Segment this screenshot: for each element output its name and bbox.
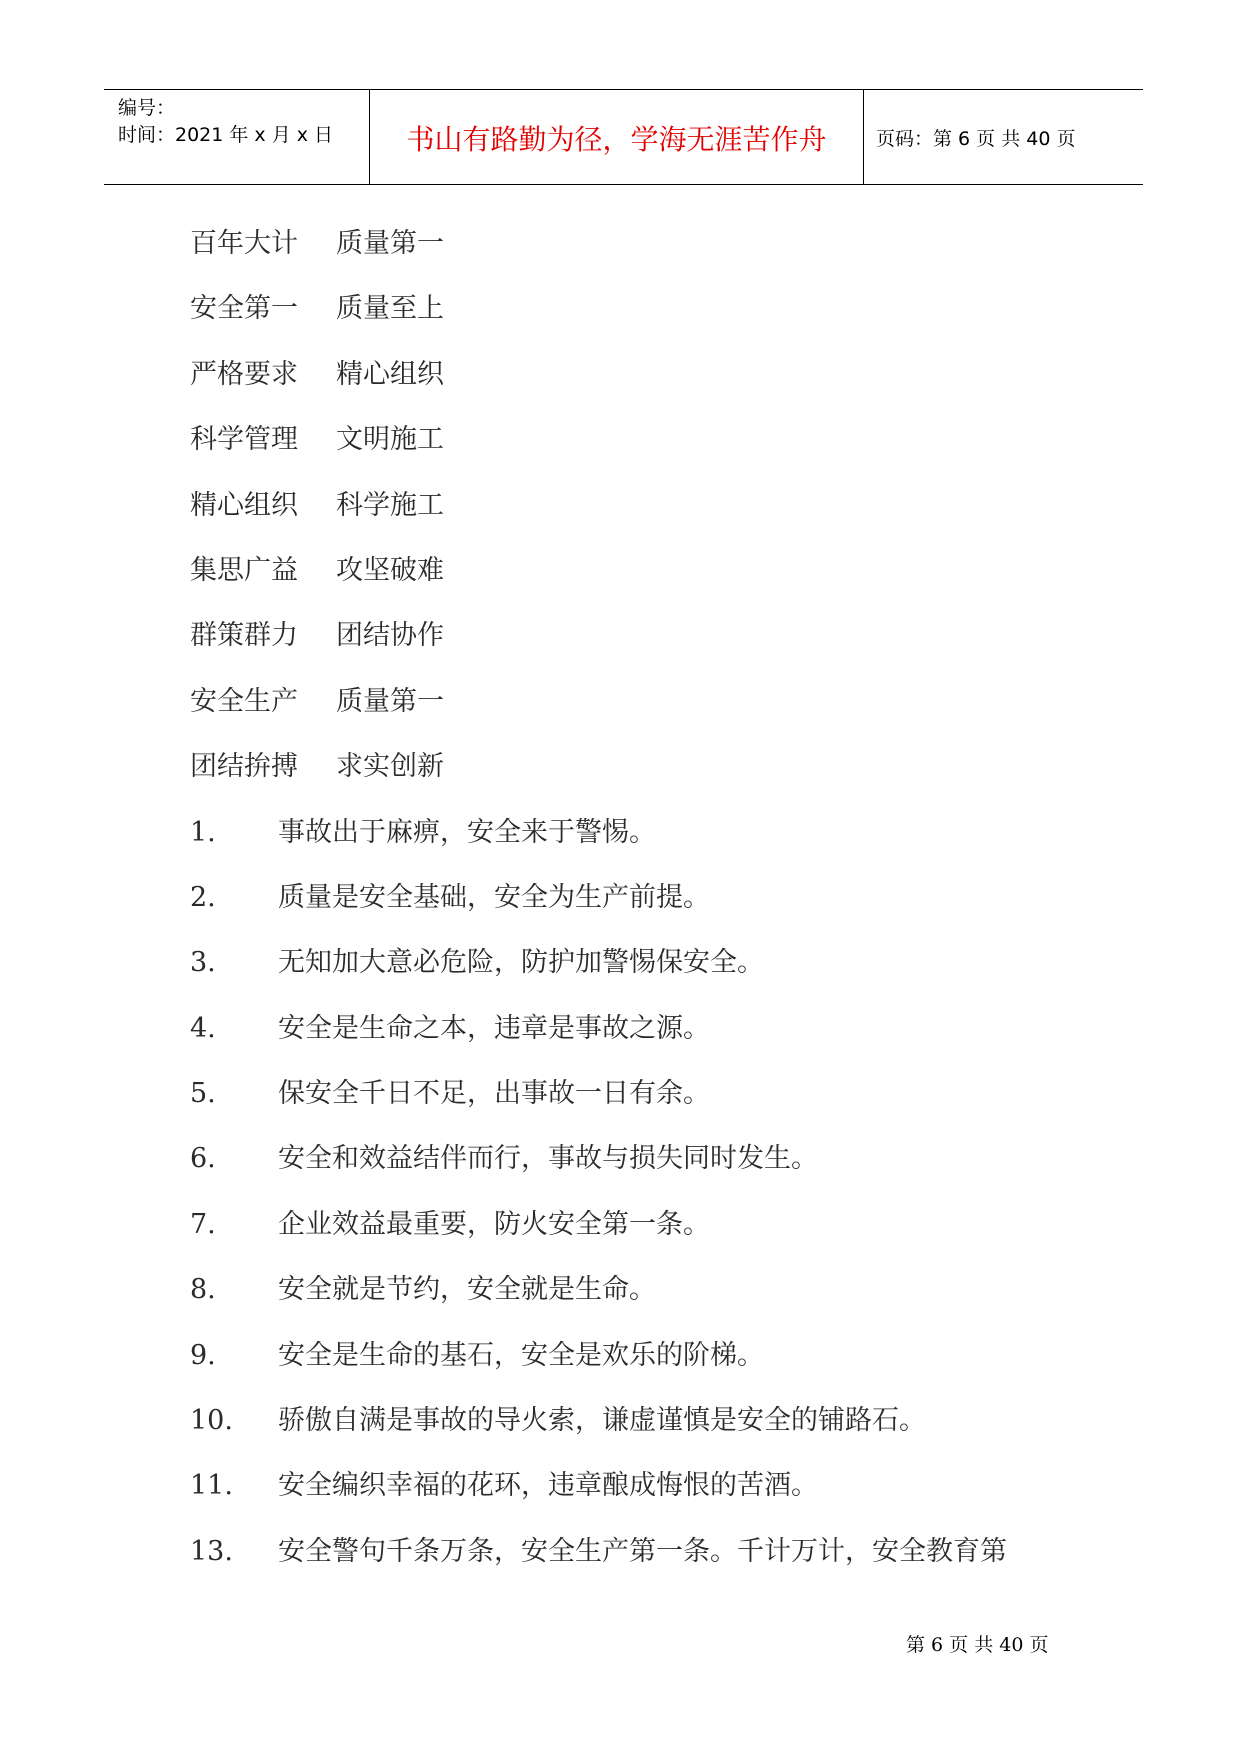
slogan-first: 群策群力 xyxy=(190,620,298,652)
slogan-first: 严格要求 xyxy=(190,358,298,390)
item-number: 8. xyxy=(190,1274,216,1306)
item-text: 安全编织幸福的花环，违章酿成悔恨的苦酒。 xyxy=(278,1470,818,1502)
item-text: 质量是安全基础，安全为生产前提。 xyxy=(278,881,710,913)
item-text: 骄傲自满是事故的导火索，谦虚谨慎是安全的铺路石。 xyxy=(278,1405,926,1437)
slogan-first: 安全第一 xyxy=(190,293,298,325)
item-text: 事故出于麻痹，安全来于警惕。 xyxy=(278,816,656,848)
numbered-item xyxy=(190,1528,1090,1593)
header-meta-cell xyxy=(104,90,369,184)
numbered-item xyxy=(190,1070,1090,1135)
item-number: 10. xyxy=(190,1405,233,1437)
header-motto: 书山有路勤为径，学海无涯苦作舟 xyxy=(406,123,827,156)
slogan-pair xyxy=(190,743,1090,808)
item-number: 6. xyxy=(190,1143,216,1175)
slogan-first: 安全生产 xyxy=(190,685,298,717)
numbered-item xyxy=(190,1397,1090,1462)
document-time: 时间：2021 年 x 月 x 日 xyxy=(118,124,334,146)
numbered-item xyxy=(190,939,1090,1004)
item-number: 9. xyxy=(190,1339,216,1371)
item-number: 3. xyxy=(190,947,216,979)
item-text: 保安全千日不足，出事故一日有余。 xyxy=(278,1078,710,1110)
item-number: 13. xyxy=(190,1535,233,1567)
slogan-first: 集思广益 xyxy=(190,554,298,586)
document-number-label: 编号： xyxy=(118,97,176,119)
header-table xyxy=(104,89,1143,185)
slogan-first: 团结拚搏 xyxy=(190,751,298,783)
item-text: 企业效益最重要，防火安全第一条。 xyxy=(278,1208,710,1240)
header-page-info: 页码：第 6 页 共 40 页 xyxy=(876,128,1076,150)
item-number: 7. xyxy=(190,1208,216,1240)
numbered-item xyxy=(190,1462,1090,1527)
slogan-pair xyxy=(190,351,1090,416)
item-text: 安全就是节约，安全就是生命。 xyxy=(278,1274,656,1306)
item-text: 安全是生命之本，违章是事故之源。 xyxy=(278,1012,710,1044)
item-number: 5. xyxy=(190,1078,216,1110)
item-text: 安全是生命的基石，安全是欢乐的阶梯。 xyxy=(278,1339,764,1371)
page-footer: 第 6 页 共 40 页 xyxy=(906,1634,1049,1656)
slogan-pair xyxy=(190,482,1090,547)
numbered-item xyxy=(190,1266,1090,1331)
item-number: 1. xyxy=(190,816,216,848)
item-text: 安全警句千条万条，安全生产第一条。千计万计，安全教育第 xyxy=(278,1535,1007,1567)
slogan-first: 精心组织 xyxy=(190,489,298,521)
slogan-pair xyxy=(190,678,1090,743)
numbered-item xyxy=(190,1332,1090,1397)
slogan-second: 质量至上 xyxy=(336,293,444,325)
item-text: 无知加大意必危险，防护加警惕保安全。 xyxy=(278,947,764,979)
slogan-second: 精心组织 xyxy=(336,358,444,390)
slogan-second: 团结协作 xyxy=(336,620,444,652)
slogan-second: 科学施工 xyxy=(336,489,444,521)
header-page-cell xyxy=(864,90,1143,184)
header-motto-cell xyxy=(369,90,864,184)
document-body xyxy=(190,220,1090,1593)
slogan-first: 百年大计 xyxy=(190,228,298,259)
numbered-item xyxy=(190,1005,1090,1070)
slogan-pair xyxy=(190,547,1090,612)
slogan-pair xyxy=(190,220,1090,285)
slogan-second: 质量第一 xyxy=(336,228,444,259)
numbered-item xyxy=(190,874,1090,939)
slogan-second: 质量第一 xyxy=(336,685,444,717)
slogan-second: 攻坚破难 xyxy=(336,554,444,586)
item-number: 11. xyxy=(190,1470,233,1502)
slogan-pair xyxy=(190,285,1090,350)
item-text: 安全和效益结伴而行，事故与损失同时发生。 xyxy=(278,1143,818,1175)
slogan-second: 文明施工 xyxy=(336,424,444,456)
item-number: 4. xyxy=(190,1012,216,1044)
numbered-item xyxy=(190,1135,1090,1200)
slogan-second: 求实创新 xyxy=(336,751,444,783)
numbered-item xyxy=(190,1201,1090,1266)
item-number: 2. xyxy=(190,881,216,913)
numbered-item xyxy=(190,809,1090,874)
slogan-pair xyxy=(190,416,1090,481)
slogan-first: 科学管理 xyxy=(190,424,298,456)
slogan-pair xyxy=(190,612,1090,677)
